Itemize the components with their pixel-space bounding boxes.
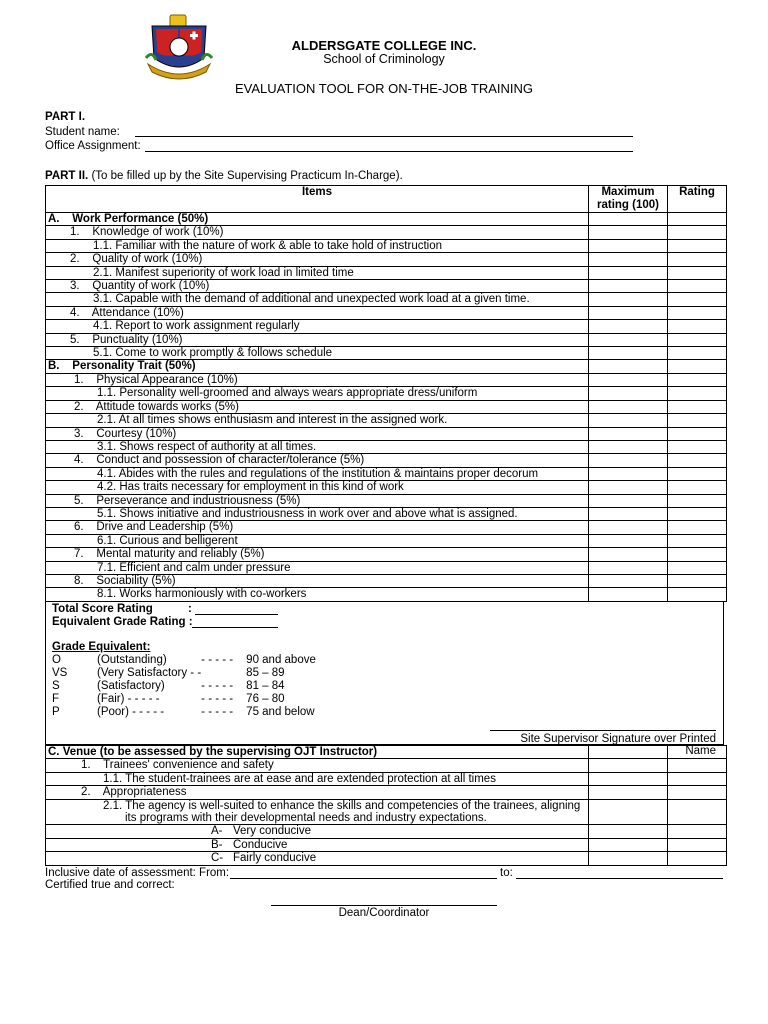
scale-code: A-	[211, 825, 223, 838]
table-row	[46, 548, 727, 561]
rating-cell[interactable]	[668, 454, 727, 467]
grade-row	[52, 667, 316, 680]
item-cell: A. Work Performance (50%)	[46, 213, 589, 226]
rating-cell[interactable]	[668, 226, 727, 239]
col-items-header: Items	[46, 186, 589, 213]
venue-item-cell	[46, 772, 589, 785]
venue-item-text: 2. Appropriateness	[81, 786, 187, 799]
venue-scale-cell	[46, 825, 589, 838]
max-rating-cell[interactable]	[589, 293, 668, 306]
item-cell: 3. Courtesy (10%)	[46, 427, 589, 440]
rating-cell[interactable]	[668, 507, 727, 520]
item-cell: 1.1. Familiar with the nature of work & able to take hold of instruction	[46, 239, 589, 252]
rating-cell[interactable]	[668, 213, 727, 226]
rating-cell[interactable]	[668, 467, 727, 480]
table-row	[46, 213, 727, 226]
item-cell: 7. Mental maturity and reliably (5%)	[46, 548, 589, 561]
table-row	[46, 481, 727, 494]
grade-code: P	[52, 706, 60, 718]
max-rating-cell[interactable]	[589, 440, 668, 453]
venue-row	[46, 759, 727, 772]
grade-dash: - - - - -	[201, 706, 234, 718]
col-max-line2: rating (100)	[597, 199, 659, 211]
venue-item-text-cont: its programs with their developmental needs and industry expectations.	[125, 812, 487, 825]
grade-row	[52, 654, 316, 667]
table-row	[46, 454, 727, 467]
dean-signature-field[interactable]	[271, 905, 497, 906]
scale-code: B-	[211, 838, 223, 851]
item-cell: B. Personality Trait (50%)	[46, 360, 589, 373]
grade-code: S	[52, 680, 60, 692]
item-cell: 4.1. Abides with the rules and regulations of the institution & maintains proper decorum	[46, 467, 589, 480]
max-rating-cell[interactable]	[589, 387, 668, 400]
max-rating-cell[interactable]	[589, 481, 668, 494]
grade-range: 81 – 84	[246, 680, 285, 692]
grade-name: (Outstanding)	[97, 654, 167, 666]
table-row	[46, 574, 727, 587]
item-cell: 2.1. Manifest superiority of work load in limited time	[46, 266, 589, 279]
grade-name: (Satisfactory)	[97, 680, 165, 692]
venue-rating-cell[interactable]	[668, 772, 727, 785]
table-row	[46, 534, 727, 547]
school-name: School of Criminology	[323, 52, 445, 66]
max-rating-cell[interactable]	[589, 454, 668, 467]
office-assignment-field[interactable]	[145, 151, 633, 152]
supervisor-signature-field[interactable]	[490, 730, 716, 731]
item-cell: 4. Attendance (10%)	[46, 306, 589, 319]
max-rating-cell[interactable]	[589, 306, 668, 319]
grade-dash	[201, 667, 246, 680]
venue-max-cell[interactable]	[589, 786, 668, 799]
grade-range: 85 – 89	[246, 667, 285, 679]
venue-row	[46, 786, 727, 799]
part2-heading	[45, 170, 403, 182]
venue-scale-row	[46, 852, 727, 865]
rating-cell[interactable]	[668, 373, 727, 386]
venue-rating-cell[interactable]	[668, 759, 727, 772]
grade-code: VS	[52, 667, 68, 679]
max-rating-cell[interactable]	[589, 360, 668, 373]
item-cell: 5. Punctuality (10%)	[46, 333, 589, 346]
grade-list	[52, 654, 316, 719]
rating-cell[interactable]	[668, 253, 727, 266]
max-rating-cell[interactable]	[589, 320, 668, 333]
table-row	[46, 467, 727, 480]
rating-cell[interactable]	[668, 481, 727, 494]
venue-rating-cell[interactable]	[668, 799, 727, 825]
rating-cell[interactable]	[668, 387, 727, 400]
venue-item-text: 1. Trainees' convenience and safety	[81, 759, 274, 772]
max-rating-cell[interactable]	[589, 534, 668, 547]
grade-row	[52, 680, 316, 693]
col-max-line1: Maximum	[601, 186, 655, 198]
table-row	[46, 427, 727, 440]
max-rating-cell[interactable]	[589, 280, 668, 293]
grade-dash: - - - - -	[201, 693, 234, 705]
item-cell: 5. Perseverance and industriousness (5%)	[46, 494, 589, 507]
date-to-label: to:	[500, 867, 513, 879]
table-row	[46, 347, 727, 360]
table-row	[46, 440, 727, 453]
rating-cell[interactable]	[668, 561, 727, 574]
table-row	[46, 561, 727, 574]
table-row	[46, 266, 727, 279]
student-name-label: Student name:	[45, 126, 120, 138]
max-rating-cell[interactable]	[589, 266, 668, 279]
item-cell: 7.1. Efficient and calm under pressure	[46, 561, 589, 574]
item-cell: 6.1. Curious and belligerent	[46, 534, 589, 547]
table-row	[46, 494, 727, 507]
venue-rating-cell[interactable]	[668, 786, 727, 799]
item-cell: 4.2. Has traits necessary for employment in this kind of work	[46, 481, 589, 494]
item-cell: 2.1. At all times shows enthusiasm and interest in the assigned work.	[46, 414, 589, 427]
table-row	[46, 387, 727, 400]
equivalent-grade-field[interactable]	[192, 627, 278, 628]
rating-cell[interactable]	[668, 534, 727, 547]
max-rating-cell[interactable]	[589, 400, 668, 413]
rating-cell[interactable]	[668, 360, 727, 373]
max-rating-cell[interactable]	[589, 333, 668, 346]
venue-max-cell[interactable]	[589, 825, 668, 838]
rating-cell[interactable]	[668, 239, 727, 252]
max-rating-cell[interactable]	[589, 373, 668, 386]
rating-cell[interactable]	[668, 574, 727, 587]
rating-cell[interactable]	[668, 494, 727, 507]
venue-rating-cell[interactable]	[668, 746, 727, 759]
table-row	[46, 414, 727, 427]
grade-name: (Fair) - - - - -	[97, 693, 160, 705]
max-rating-cell[interactable]	[589, 213, 668, 226]
max-rating-cell[interactable]	[589, 427, 668, 440]
grade-code: F	[52, 693, 60, 705]
max-rating-cell[interactable]	[589, 347, 668, 360]
rating-cell[interactable]	[668, 414, 727, 427]
grade-name: (Poor) - - - - -	[97, 706, 165, 718]
venue-rating-cell[interactable]	[668, 838, 727, 851]
venue-max-cell[interactable]	[589, 772, 668, 785]
venue-max-cell[interactable]	[589, 746, 668, 759]
item-cell: 8. Sociability (5%)	[46, 574, 589, 587]
table-row	[46, 239, 727, 252]
grade-equivalent-title: Grade Equivalent:	[52, 641, 151, 653]
table-row	[46, 373, 727, 386]
venue-rating-cell[interactable]	[668, 825, 727, 838]
grade-row	[52, 706, 316, 719]
venue-max-cell[interactable]	[589, 759, 668, 772]
office-assignment-label: Office Assignment:	[45, 140, 141, 152]
venue-item-cell	[46, 786, 589, 799]
scale-label: Very conducive	[233, 825, 311, 838]
rating-cell[interactable]	[668, 306, 727, 319]
total-score-colon: :	[188, 603, 192, 615]
table-row	[46, 360, 727, 373]
item-cell: 3.1. Capable with the demand of additional and unexpected work load at a given time.	[46, 293, 589, 306]
item-cell: 5.1. Come to work promptly & follows schedule	[46, 347, 589, 360]
evaluation-table	[45, 185, 727, 602]
max-rating-cell[interactable]	[589, 521, 668, 534]
table-row	[46, 280, 727, 293]
col-rating-header: Rating	[668, 186, 727, 213]
rating-cell[interactable]	[668, 280, 727, 293]
item-cell: 3. Quantity of work (10%)	[46, 280, 589, 293]
rating-cell[interactable]	[668, 588, 727, 601]
grade-row	[52, 693, 316, 706]
max-rating-cell[interactable]	[589, 588, 668, 601]
student-name-field[interactable]	[135, 136, 633, 137]
document-title: EVALUATION TOOL FOR ON-THE-JOB TRAINING	[234, 81, 534, 96]
venue-item-cell	[46, 799, 589, 825]
grade-range: 75 and below	[246, 706, 315, 718]
part2-note: (To be filled up by the Site Supervising Practicum In-Charge).	[91, 170, 403, 182]
max-rating-cell[interactable]	[589, 253, 668, 266]
table-row	[46, 226, 727, 239]
venue-max-cell[interactable]	[589, 799, 668, 825]
grade-dash: - - - - -	[201, 680, 234, 692]
venue-max-cell[interactable]	[589, 838, 668, 851]
max-rating-cell[interactable]	[589, 226, 668, 239]
venue-scale-cell	[46, 852, 589, 865]
scale-label: Fairly conducive	[233, 852, 317, 865]
max-rating-cell[interactable]	[589, 494, 668, 507]
venue-max-cell[interactable]	[589, 852, 668, 865]
max-rating-cell[interactable]	[589, 574, 668, 587]
college-name: ALDERSGATE COLLEGE INC.	[291, 38, 477, 53]
venue-table	[45, 745, 727, 866]
table-row	[46, 400, 727, 413]
venue-scale-row	[46, 838, 727, 851]
supervisor-signature-label: Site Supervisor Signature over Printed Name	[520, 733, 716, 757]
grade-code: O	[52, 654, 61, 666]
item-cell: 1. Knowledge of work (10%)	[46, 226, 589, 239]
scale-code: C-	[211, 852, 224, 865]
venue-row	[46, 799, 727, 825]
part2-label: PART II.	[45, 170, 89, 182]
table-row	[46, 333, 727, 346]
total-score-label: Total Score Rating	[52, 603, 153, 615]
grade-dash: - - - - -	[201, 654, 234, 666]
item-cell: 1.1. Personality well-groomed and always wears appropriate dress/uniform	[46, 387, 589, 400]
rating-cell[interactable]	[668, 521, 727, 534]
item-cell: 1. Physical Appearance (10%)	[46, 373, 589, 386]
rating-cell[interactable]	[668, 548, 727, 561]
max-rating-cell[interactable]	[589, 414, 668, 427]
rating-cell[interactable]	[668, 427, 727, 440]
date-from-field[interactable]	[230, 878, 497, 879]
venue-title-row	[46, 746, 727, 759]
part1-label: PART I.	[45, 111, 86, 123]
date-to-field[interactable]	[516, 878, 723, 879]
item-cell: 2. Quality of work (10%)	[46, 253, 589, 266]
max-rating-cell[interactable]	[589, 507, 668, 520]
max-rating-cell[interactable]	[589, 239, 668, 252]
item-cell: 3.1. Shows respect of authority at all times.	[46, 440, 589, 453]
venue-title: C. Venue (to be assessed by the supervising OJT Instructor)	[46, 746, 589, 759]
rating-cell[interactable]	[668, 440, 727, 453]
rating-cell[interactable]	[668, 400, 727, 413]
dean-label: Dean/Coordinator	[338, 907, 430, 919]
total-score-field[interactable]	[195, 614, 278, 615]
rating-cell[interactable]	[668, 333, 727, 346]
item-cell: 2. Attitude towards works (5%)	[46, 400, 589, 413]
grade-range: 76 – 80	[246, 693, 285, 705]
venue-item-text: 2.1. The agency is well-suited to enhance the skills and competencies of the trainees, aligning	[103, 799, 581, 812]
col-max-header	[589, 186, 668, 213]
table-row	[46, 320, 727, 333]
max-rating-cell[interactable]	[589, 561, 668, 574]
table-row	[46, 306, 727, 319]
venue-scale-row	[46, 825, 727, 838]
table-row	[46, 507, 727, 520]
item-cell: 6. Drive and Leadership (5%)	[46, 521, 589, 534]
table-row	[46, 521, 727, 534]
max-rating-cell[interactable]	[589, 548, 668, 561]
venue-row	[46, 772, 727, 785]
item-cell: 8.1. Works harmoniously with co-workers	[46, 588, 589, 601]
table-header-row	[46, 186, 727, 213]
item-cell: 4. Conduct and possession of character/tolerance (5%)	[46, 454, 589, 467]
venue-scale-cell	[46, 838, 589, 851]
table-row	[46, 253, 727, 266]
grade-table	[52, 654, 316, 719]
rating-cell[interactable]	[668, 320, 727, 333]
scale-label: Conducive	[233, 838, 288, 851]
venue-item-text: 1.1. The student-trainees are at ease and are extended protection at all times	[103, 772, 496, 785]
grade-name: (Very Satisfactory - -	[97, 667, 202, 679]
venue-item-cell	[46, 759, 589, 772]
rating-cell[interactable]	[668, 293, 727, 306]
venue-rating-cell[interactable]	[668, 852, 727, 865]
inclusive-date-label: Inclusive date of assessment: From:	[45, 867, 230, 879]
grade-range: 90 and above	[246, 654, 316, 666]
equivalent-grade-label: Equivalent Grade Rating :	[52, 616, 193, 628]
rating-cell[interactable]	[668, 347, 727, 360]
certified-label: Certified true and correct:	[45, 879, 175, 891]
rating-cell[interactable]	[668, 266, 727, 279]
max-rating-cell[interactable]	[589, 467, 668, 480]
item-cell: 4.1. Report to work assignment regularly	[46, 320, 589, 333]
table-row	[46, 588, 727, 601]
table-row	[46, 293, 727, 306]
item-cell: 5.1. Shows initiative and industriousness in work over and above what is assigned.	[46, 507, 589, 520]
